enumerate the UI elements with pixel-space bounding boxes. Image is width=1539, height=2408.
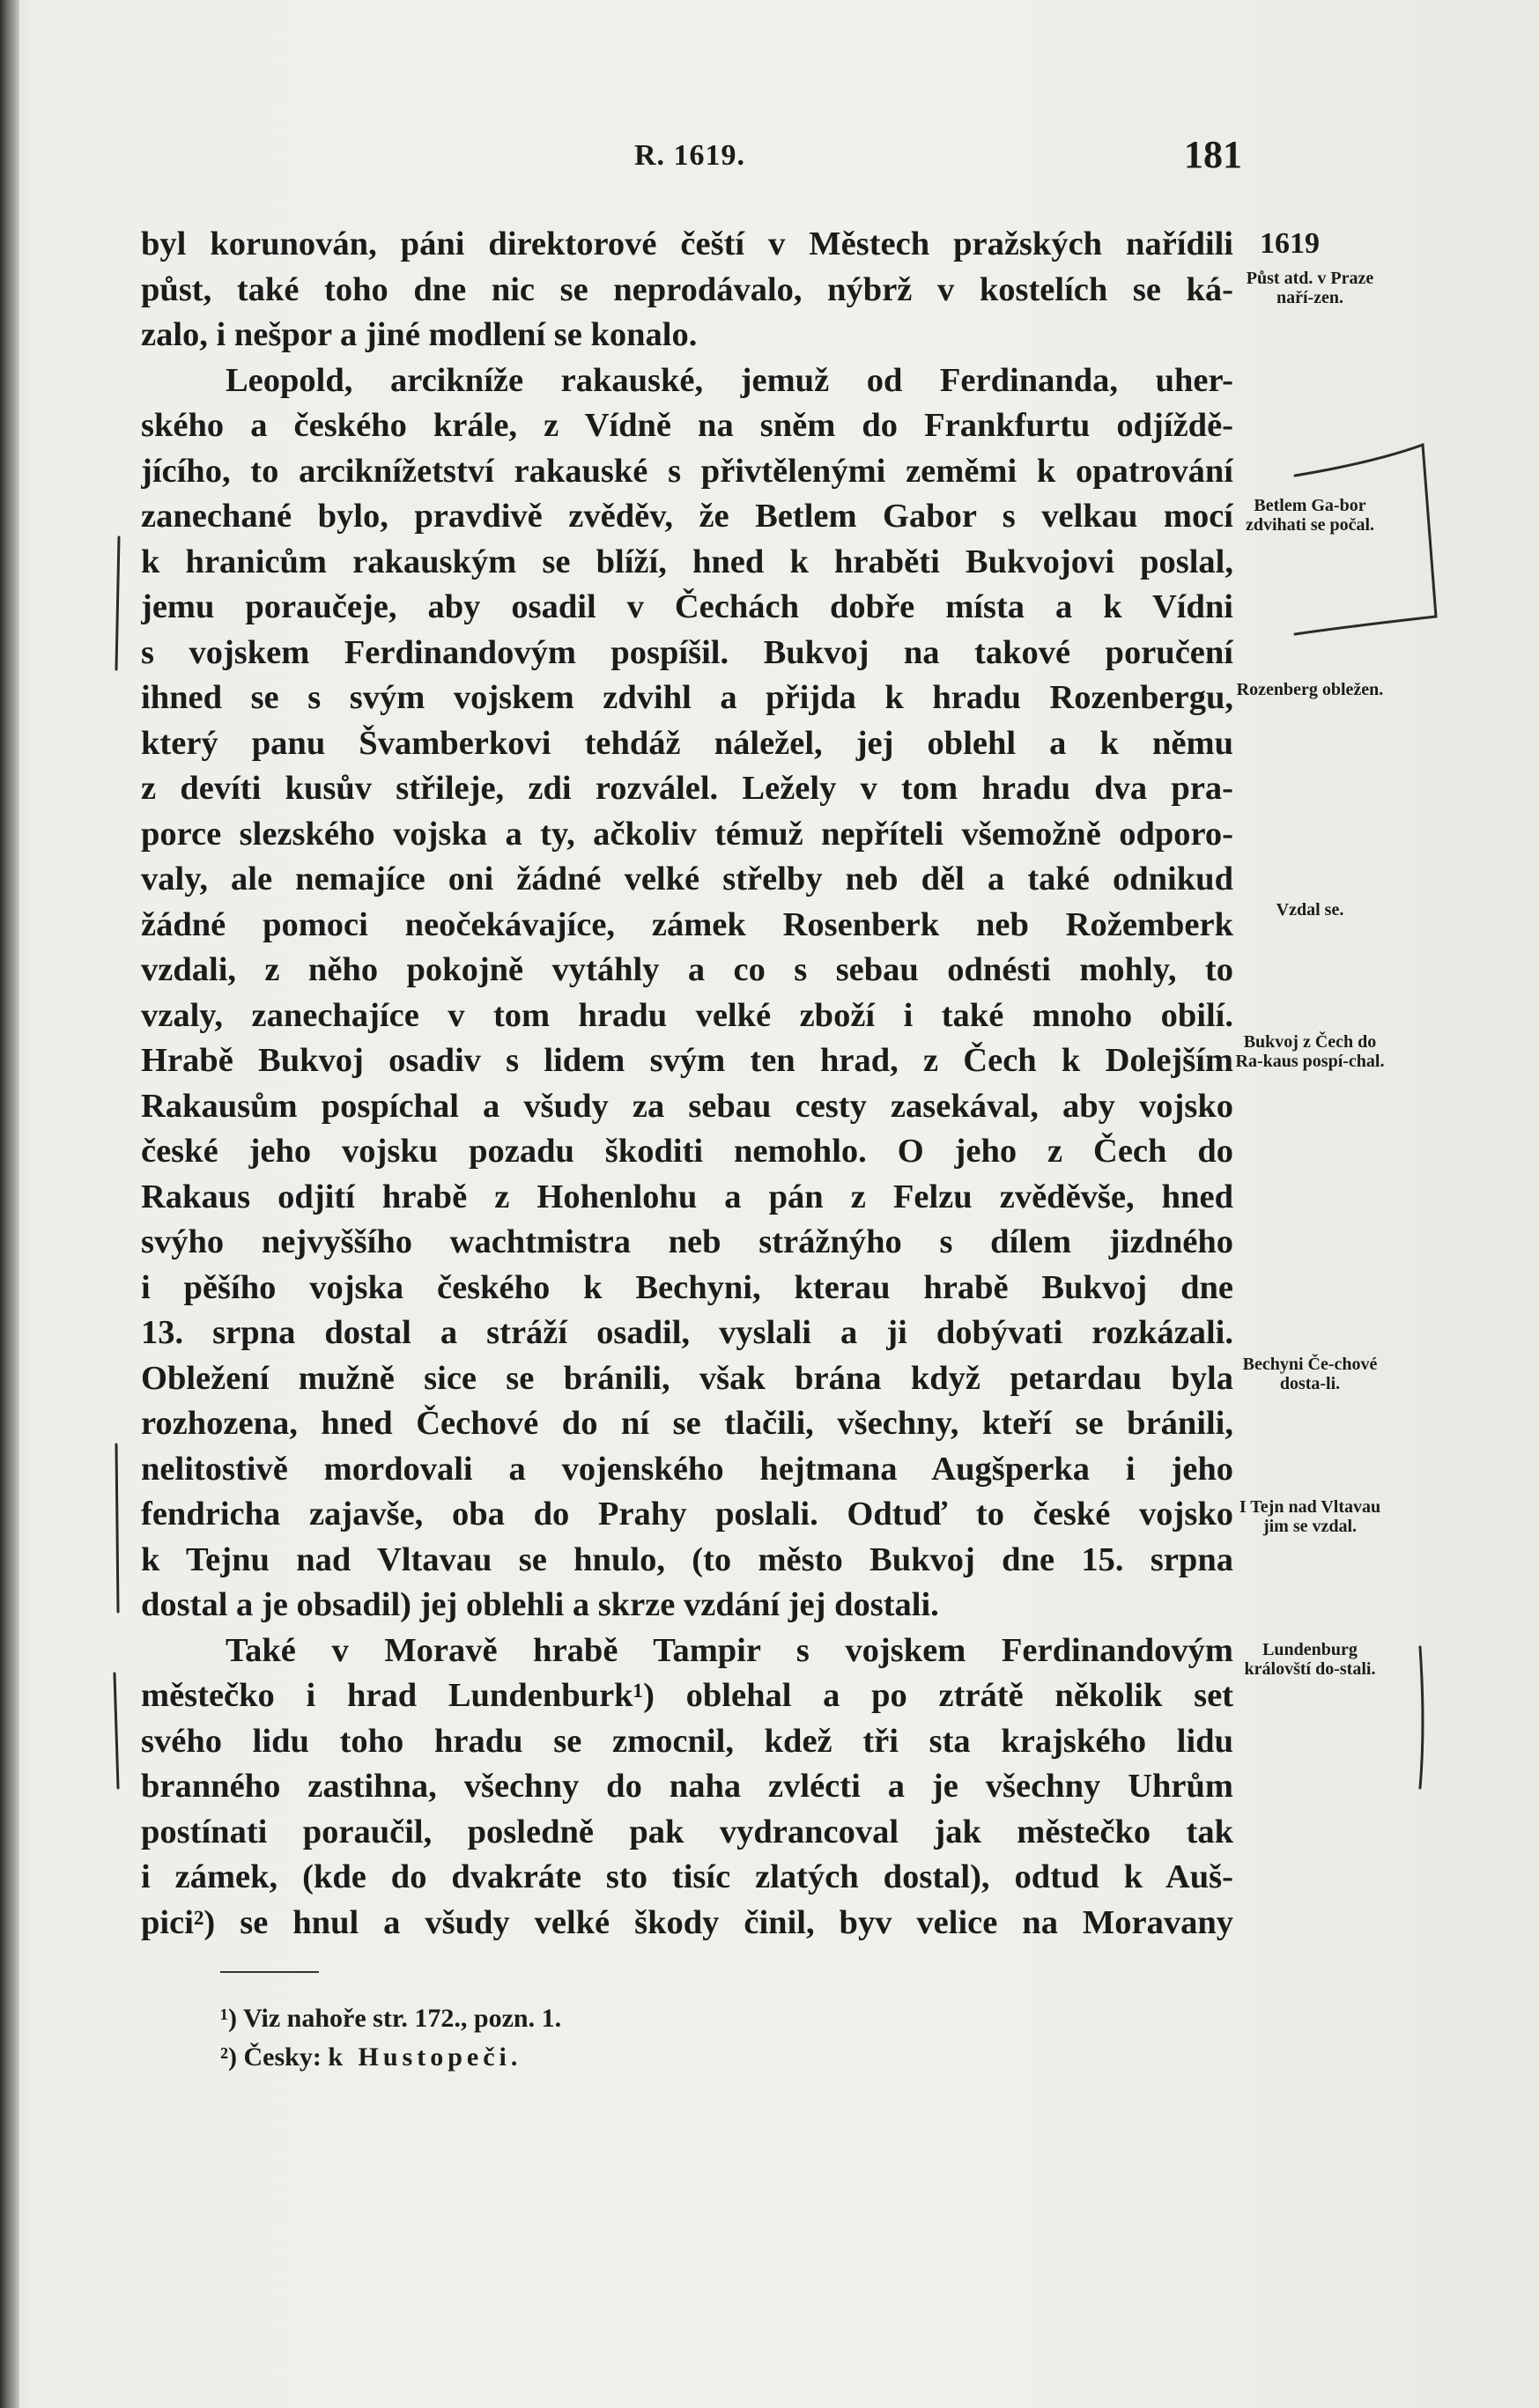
margin-note-year: 1619: [1260, 227, 1320, 260]
text-line: jemu poraučeje, aby osadil v Čechách dobře místa a k Vídni: [141, 588, 1233, 625]
text-line: Rakaus odjití hrabě z Hohenlohu a pán z Felzu zvěděvše, hned: [141, 1178, 1233, 1215]
text-line: branného zastihna, všechny do naha zvlécti a je všechny Uhrům: [141, 1768, 1233, 1805]
text-line: byl korunován, páni direktorové čeští v Městech pražských nařídili: [141, 225, 1233, 262]
text-line: ského a českého krále, z Vídně na sněm do Frankfurtu odjíždě-: [141, 407, 1233, 444]
running-head: R. 1619.: [634, 139, 746, 172]
text-line: Leopold, arcikníže rakauské, jemuž od Ferdinanda, uher-: [226, 361, 1233, 399]
text-line: k hranicům rakauským se blíží, hned k hraběti Bukvojovi poslal,: [141, 543, 1233, 580]
margin-note: Betlem Ga-bor zdvihati se počal.: [1245, 496, 1375, 535]
text-line: dostal a je obsadil) jej oblehli a skrze vzdání jej dostali.: [141, 1586, 939, 1623]
text-line: městečko i hrad Lundenburk¹) oblehal a po ztrátě několik set: [141, 1677, 1233, 1714]
margin-note: I Tejn nad Vltavau jim se vzdal.: [1239, 1497, 1381, 1536]
text-line: i pěšího vojska českého k Bechyni, kterau hrabě Bukvoj dne: [141, 1268, 1233, 1306]
text-line: svýho nejvyššího wachtmistra neb strážnýho s dílem jizdného: [141, 1223, 1233, 1260]
text-line: i zámek, (kde do dvakráte sto tisíc zlatých dostal), odtud k Auš-: [141, 1858, 1233, 1895]
text-line: Obležení mužně sice se bránili, však brána když petardau byla: [141, 1359, 1233, 1397]
footnote-text: k Hustopeči.: [328, 2042, 522, 2072]
text-line: Rakausům pospíchal a všudy za sebau cesty zasekával, aby vojsko: [141, 1087, 1233, 1125]
text-line: rozhozena, hned Čechové do ní se tlačili, všechny, kteří se bránili,: [141, 1405, 1233, 1442]
page-header: [132, 132, 1242, 185]
text-line: jícího, to arciknížetství rakauské s přivtělenými zeměmi k opatrování: [141, 452, 1233, 490]
footnote-mark: ¹): [220, 2004, 237, 2033]
text-line: zanechané bylo, pravdivě zvěděv, že Betlem Gabor s velkau mocí: [141, 498, 1233, 535]
text-line: Také v Moravě hrabě Tampir s vojskem Ferdinandovým: [226, 1631, 1233, 1669]
text-line: k Tejnu nad Vltavau se hnulo, (to město Bukvoj dne 15. srpna: [141, 1540, 1233, 1578]
footnote-rule: [220, 1971, 319, 1973]
body-text: [141, 222, 1233, 1946]
text-line: nelitostivě mordovali a vojenského hejtmana Augšperka i jeho: [141, 1450, 1233, 1488]
text-line: ihned se s svým vojskem zdvihl a přijda k hradu Rozenbergu,: [141, 679, 1233, 716]
margin-note: Bukvoj z Čech do Ra-kaus pospí-chal.: [1235, 1032, 1385, 1071]
text-line: z devíti kusův střileje, zdi rozválel. Ležely v tom hradu dva pra-: [141, 770, 1233, 807]
margin-note: Vzdal se.: [1276, 900, 1344, 920]
text-line: fendricha zajavše, oba do Prahy poslali. Odtuď to české vojsko: [141, 1496, 1233, 1533]
text-line: 13. srpna dostal a stráží osadil, vyslali a ji dobývati rozkázali.: [141, 1314, 1233, 1351]
text-line: s vojskem Ferdinandovým pospíšil. Bukvoj na takové poručení: [141, 633, 1233, 671]
text-line: Hrabě Bukvoj osadiv s lidem svým ten hrad, z Čech k Dolejším: [141, 1042, 1233, 1079]
page-edge: [0, 0, 19, 2408]
text-line: který panu Švamberkovi tehdáž náležel, jej oblehl a k němu: [141, 724, 1233, 762]
text-line: porce slezského vojska a ty, ačkoliv témuž nepříteli všemožně odporo-: [141, 815, 1233, 853]
text-line: české jeho vojsku pozadu škoditi nemohlo. O jeho z Čech do: [141, 1133, 1233, 1170]
footnote: [220, 2038, 1013, 2077]
page-number: 181: [1184, 133, 1242, 176]
text-line: žádné pomoci neočekávajíce, zámek Rosenberk neb Rožemberk: [141, 905, 1233, 943]
footnotes: [220, 1999, 1013, 2077]
margin-note: Bechyni Če-chové dosta-li.: [1242, 1355, 1378, 1393]
margin-note: Rozenberg obležen.: [1236, 680, 1384, 699]
footnote: [220, 1999, 1013, 2038]
text-line: vzdali, z něho pokojně vytáhly a co s sebau odnésti mohly, to: [141, 951, 1233, 988]
text-line: postínati poraučil, posledně pak vydrancoval jak městečko tak: [141, 1813, 1233, 1850]
text-line: zalo, i nešpor a jiné modlení se konalo.: [141, 316, 698, 353]
margin-note: Lundenburg královští do-stali.: [1244, 1640, 1376, 1679]
text-line: svého lidu toho hradu se zmocnil, kdež tři sta krajského lidu: [141, 1722, 1233, 1760]
footnote-mark: ²): [220, 2042, 237, 2072]
text-line: valy, ale nemajíce oni žádné velké střelby neb děl a také odnikud: [141, 861, 1233, 897]
text-line: pici²) se hnul a všudy velké škody činil, byv velice na Moravany: [141, 1903, 1233, 1941]
text-line: vzaly, zanechajíce v tom hradu velké zboží i také mnoho obilí.: [141, 996, 1233, 1034]
text-line: půst, také toho dne nic se neprodávalo, nýbrž v kostelích se ká-: [141, 270, 1233, 308]
footnote-prefix: Česky:: [243, 2042, 329, 2072]
margin-note: Půst atd. v Praze naří-zen.: [1246, 269, 1374, 307]
footnote-text: Viz nahoře str. 172., pozn. 1.: [242, 2004, 562, 2033]
